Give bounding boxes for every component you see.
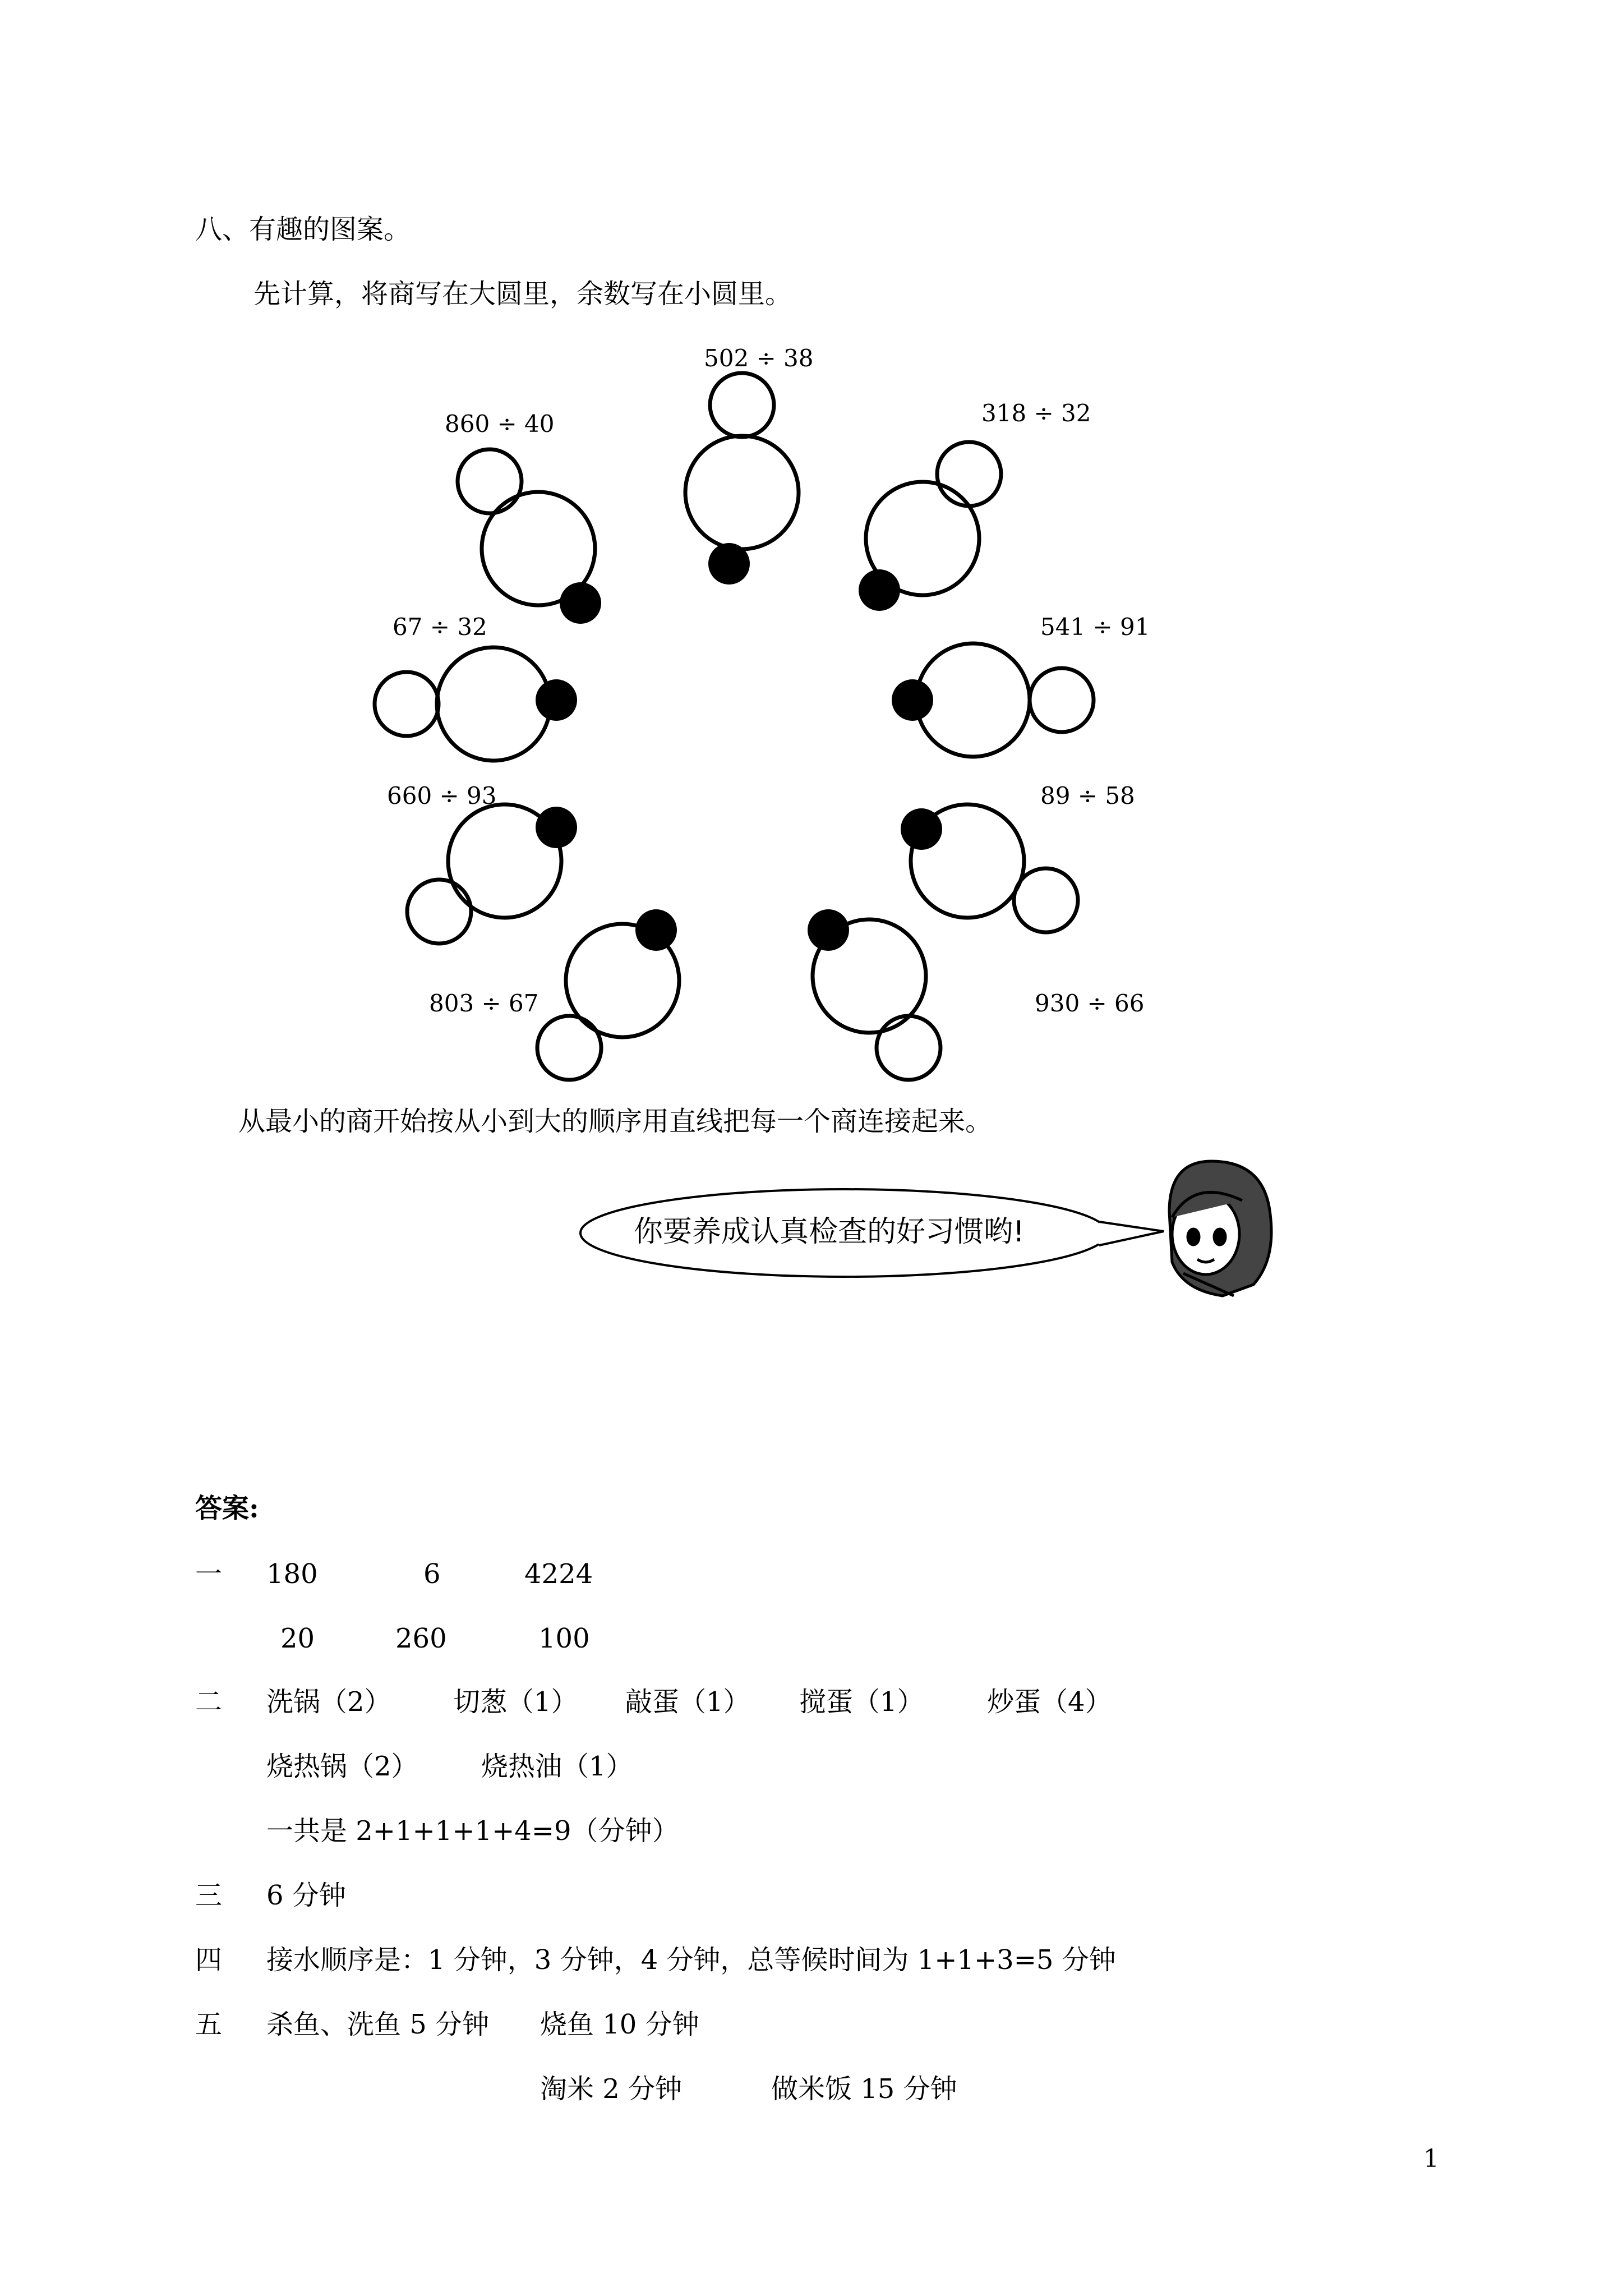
answer-value: 敲蛋（1） (625, 1686, 750, 1718)
answer-value: 20 (280, 1623, 315, 1654)
problem-label: 660 ÷ 93 (387, 782, 497, 809)
answer-value: 烧鱼 10 分钟 (540, 2009, 699, 2040)
answers-heading: 答案: (195, 1493, 259, 1524)
answer-value: 180 (266, 1558, 318, 1590)
answer-text: 接水顺序是：1 分钟，3 分钟，4 分钟，总等候时间为 1+1+3=5 分钟 (266, 1944, 1116, 1976)
problem-label: 541 ÷ 91 (1040, 613, 1150, 641)
question-number: 二 (195, 1686, 223, 1718)
answer-value: 烧热油（1） (481, 1751, 633, 1782)
problem-label: 89 ÷ 58 (1040, 782, 1135, 809)
problem-label: 803 ÷ 67 (429, 990, 539, 1017)
answer-value: 切葱（1） (453, 1686, 578, 1718)
answer-value: 洗锅（2） (266, 1686, 391, 1718)
answer-value: 6 (423, 1558, 441, 1590)
girl-illustration (1169, 1161, 1271, 1296)
answer-value: 搅蛋（1） (799, 1686, 924, 1718)
answer-value: 烧热锅（2） (266, 1751, 418, 1782)
answer-value: 杀鱼、洗鱼 5 分钟 (266, 2009, 490, 2040)
question-number: 三 (195, 1880, 223, 1911)
problem-label: 930 ÷ 66 (1035, 990, 1145, 1017)
problem-label: 502 ÷ 38 (704, 344, 814, 372)
problem-label: 318 ÷ 32 (981, 399, 1091, 427)
question-number: 五 (195, 2009, 223, 2040)
question-number: 一 (195, 1558, 223, 1590)
answer-value: 炒蛋（4） (987, 1686, 1112, 1718)
answer-value: 淘米 2 分钟 (540, 2073, 683, 2105)
instruction-text: 先计算，将商写在大圆里，余数写在小圆里。 (253, 278, 792, 310)
answer-value: 4224 (524, 1558, 593, 1590)
problem-label: 860 ÷ 40 (445, 410, 555, 438)
answer-value: 100 (538, 1623, 590, 1654)
answer-text: 6 分钟 (266, 1880, 346, 1911)
answer-value: 做米饭 15 分钟 (771, 2073, 957, 2105)
answer-text: 一共是 2+1+1+1+4=9（分钟） (266, 1815, 679, 1847)
section-heading: 八、有趣的图案。 (195, 214, 411, 245)
answer-value: 260 (395, 1623, 447, 1654)
problem-label: 67 ÷ 32 (393, 613, 487, 641)
speech-bubble-text: 你要养成认真检查的好习惯哟! (634, 1215, 1025, 1249)
connect-instruction: 从最小的商开始按从小到大的顺序用直线把每一个商连接起来。 (238, 1106, 993, 1137)
question-number: 四 (195, 1944, 223, 1976)
page-number: 1 (1423, 2145, 1439, 2173)
